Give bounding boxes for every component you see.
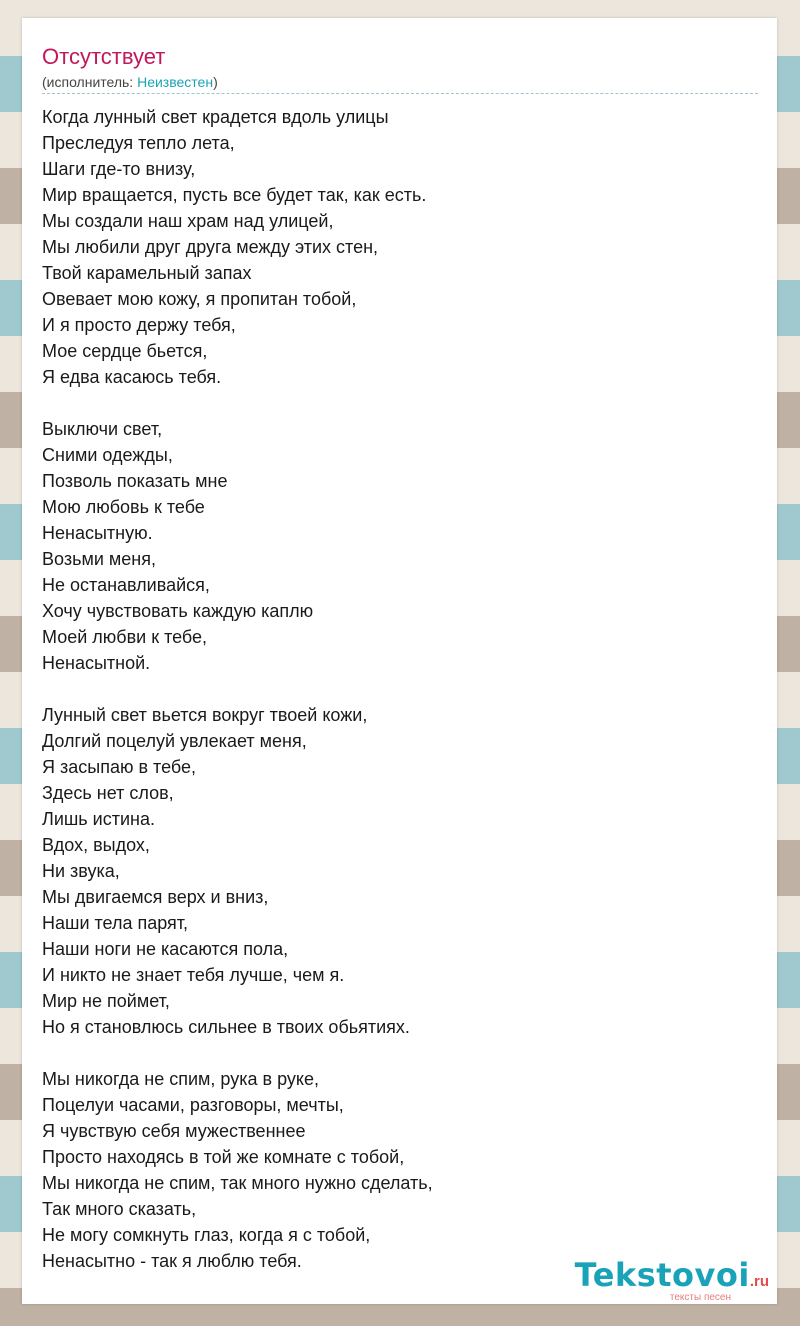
lyric-line: Просто находясь в той же комнате с тобой, [42, 1147, 405, 1167]
lyric-line: Мы создали наш храм над улицей, [42, 211, 334, 231]
lyric-line: Преследуя тепло лета, [42, 133, 235, 153]
lyric-line: Наши тела парят, [42, 913, 189, 933]
lyric-line: Овевает мою кожу, я пропитан тобой, [42, 289, 357, 309]
lyric-line: Вдох, выдох, [42, 835, 150, 855]
lyric-line: Я едва касаюсь тебя. [42, 367, 222, 387]
artist-prefix: (исполнитель: [42, 74, 138, 90]
lyrics-stanza [42, 416, 433, 676]
lyric-line: Ненасытно - так я люблю тебя. [42, 1251, 302, 1271]
lyric-line: Ненасытной. [42, 653, 151, 673]
title-divider [42, 93, 758, 94]
lyric-line: Не могу сомкнуть глаз, когда я с тобой, [42, 1225, 371, 1245]
lyric-line: Сними одежды, [42, 445, 173, 465]
logo-name: Tekstovoi [574, 1256, 750, 1294]
lyric-line: Возьми меня, [42, 549, 156, 569]
lyrics-body [42, 104, 433, 1300]
lyric-line: Мы никогда не спим, рука в руке, [42, 1069, 319, 1089]
lyrics-stanza [42, 104, 433, 390]
lyric-line: Твой карамельный запах [42, 263, 252, 283]
site-logo[interactable] [574, 1256, 769, 1303]
lyric-line: Я засыпаю в тебе, [42, 757, 196, 777]
lyric-line: Я чувствую себя мужественнее [42, 1121, 306, 1141]
lyric-line: Поцелуи часами, разговоры, мечты, [42, 1095, 344, 1115]
lyric-line: Выключи свет, [42, 419, 163, 439]
lyric-line: Моей любви к тебе, [42, 627, 208, 647]
logo-tagline: тексты песен [669, 1292, 731, 1303]
lyric-line: Мир вращается, пусть все будет так, как есть. [42, 185, 427, 205]
lyric-line: Наши ноги не касаются пола, [42, 939, 289, 959]
lyric-line: Долгий поцелуй увлекает меня, [42, 731, 307, 751]
lyric-line: Ненасытную. [42, 523, 153, 543]
lyric-line: Мы никогда не спим, так много нужно сделать, [42, 1173, 433, 1193]
lyric-line: Так много сказать, [42, 1199, 197, 1219]
lyric-line: Мы любили друг друга между этих стен, [42, 237, 379, 257]
lyric-line: Мир не поймет, [42, 991, 170, 1011]
lyrics-stanza [42, 702, 433, 1040]
lyric-line: Лунный свет вьется вокруг твоей кожи, [42, 705, 368, 725]
lyric-line: Хочу чувствовать каждую каплю [42, 601, 314, 621]
logo-tld: .ru [749, 1273, 769, 1290]
lyric-line: И никто не знает тебя лучше, чем я. [42, 965, 345, 985]
song-title: Отсутствует [42, 44, 166, 69]
artist-link[interactable]: Неизвестен [137, 74, 214, 90]
artist-suffix: ) [213, 74, 218, 90]
lyric-line: Мою любовь к тебе [42, 497, 205, 517]
lyrics-stanza [42, 1066, 433, 1274]
lyric-line: Лишь истина. [42, 809, 155, 829]
artist-line [42, 74, 218, 90]
lyric-line: Когда лунный свет крадется вдоль улицы [42, 107, 389, 127]
lyric-line: Мы двигаемся верх и вниз, [42, 887, 269, 907]
lyric-line: Шаги где-то внизу, [42, 159, 196, 179]
lyric-line: Позволь показать мне [42, 471, 228, 491]
lyrics-card [22, 18, 777, 1304]
lyric-line: Ни звука, [42, 861, 120, 881]
lyric-line: Мое сердце бьется, [42, 341, 208, 361]
lyric-line: И я просто держу тебя, [42, 315, 236, 335]
lyric-line: Не останавливайся, [42, 575, 210, 595]
lyric-line: Но я становлюсь сильнее в твоих обьятиях. [42, 1017, 410, 1037]
lyric-line: Здесь нет слов, [42, 783, 174, 803]
